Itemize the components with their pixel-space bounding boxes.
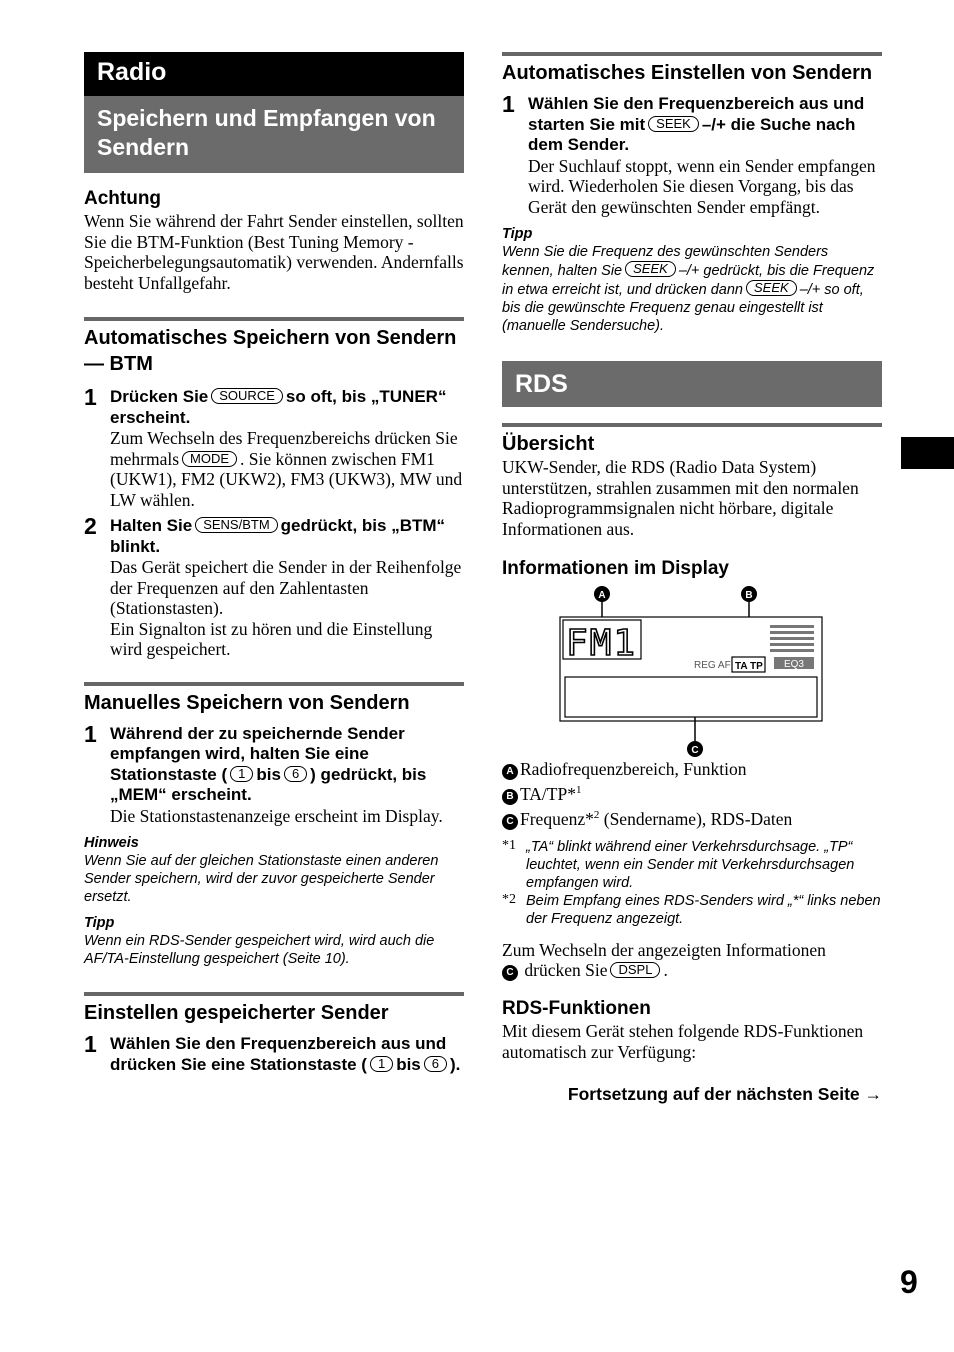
tipp-heading: Tipp [502,226,533,242]
stored-step-1 [84,1031,464,1075]
continue-note: Fortsetzung auf der nächsten Seite → [567,1084,882,1105]
tipp-text: Wenn Sie die Frequenz des gewünschten Senders kennen, halten Sie SEEK –/+ gedrückt, bis die Frequenz in etwa erreicht ist, und drücken dann SEEK –/+ so oft, bis die gewünschte Frequenz genau eingestellt ist (manuelle Sendersuche). [502,244,875,334]
footnote-1 [502,838,882,892]
marker-a-icon: A [502,764,518,780]
page-number: 9 [900,1264,918,1300]
overview-text: UKW-Sender, die RDS (Radio Data System) unterstützen, strahlen zusammen mit den normalen Radioprogrammsignalen nicht hörbare, digitale Informationen aus. [502,457,859,539]
step-title: Wählen Sie den Frequenzbereich aus und drücken Sie eine Stationstaste ( 1 bis 6 ). [110,1034,461,1074]
step-number: 1 [84,384,97,410]
step-body: Der Suchlauf stoppt, wenn ein Sender empfangen wird. Wiederholen Sie diesen Vorgang, bis das Gerät den gewünschten Sender empfängt. [528,155,876,217]
step-body: Zum Wechseln des Frequenzbereichs drücken Sie mehrmals MODE . Sie können zwischen FM1 (UKW1), FM2 (UKW2), FM3 (UKW3), MW und LW wählen. [110,428,463,510]
marker-c-icon: C [502,965,518,981]
overview-heading: Übersicht [502,433,595,455]
manual-step-1 [84,720,464,827]
hinweis-text: Wenn Sie auf der gleichen Stationstaste einen anderen Sender speichern, wird der zuvor gespeicherte Sender ersetzt. [84,853,439,905]
display-diagram [502,581,882,759]
manual-heading: Manuelles Speichern von Sendern [84,691,410,714]
legend-item-c: C Frequenz*$^2$ (Sendername), RDS-Daten [502,805,882,830]
right-column [502,52,882,1105]
btm-step-2 [84,513,464,660]
step-title: Drücken Sie SOURCE so oft, bis „TUNER“ erscheint. [110,387,447,427]
seek-key: SEEK [746,280,797,296]
auto-section [502,52,882,335]
preset-6-key: 6 [424,1056,447,1072]
footnotes [502,838,882,928]
marker-c-icon: C [502,814,518,830]
callout-c-label: C [691,745,699,756]
callout-b-label: B [745,590,753,601]
display-legend [502,759,882,830]
tipp-heading: Tipp [84,915,115,931]
stored-heading: Einstellen gespeicherter Sender [84,1002,389,1024]
overview-section [502,423,882,539]
tipp-block [84,914,464,968]
seek-key: SEEK [625,261,676,277]
banner-radio: Radio [84,52,464,96]
display-info-section [502,557,882,981]
step-body: Ein Signalton ist zu hören und die Einstellung wird gespeichert. [110,618,433,659]
hinweis-heading: Hinweis [84,835,139,851]
dspl-key: DSPL [610,962,660,978]
hinweis-block [84,834,464,906]
mode-key: MODE [182,451,237,467]
btm-heading: Automatisches Speichern von Sendern — BTM [84,327,457,375]
btm-step-1 [84,384,464,510]
step-title: Während der zu speichernde Sender empfangen wird, halten Sie eine Stationstaste ( 1 bis 6 ) gedrückt, bis „MEM“ erscheint. [110,723,427,804]
auto-step-1 [502,91,882,217]
achtung-block [84,187,464,293]
reg-af-indicator: REG AF [694,660,731,671]
rds-functions-heading: RDS-Funktionen [502,998,651,1020]
step-number: 1 [84,720,97,747]
eq-indicator: EQ3 [783,659,805,670]
achtung-text: Wenn Sie während der Fahrt Sender einstellen, sollten Sie die BTM-Funktion (Best Tuning Memory - Speicherbelegungsautomatik) verwenden. Andernfalls besteht Unfallgefahr. [84,211,464,293]
rds-functions-section [502,997,882,1062]
preset-1-key: 1 [230,766,253,782]
step-body: Die Stationstastenanzeige erscheint im Display. [110,805,443,826]
step-number: 1 [84,1031,97,1057]
btm-section [84,317,464,660]
preset-6-key: 6 [284,766,307,782]
display-diagram-svg [502,581,882,759]
footnote-2 [502,892,882,928]
source-key: SOURCE [211,388,283,404]
footnote-text: Beim Empfang eines RDS-Senders wird „*“ links neben der Frequenz angezeigt. [526,892,881,927]
achtung-heading: Achtung [84,188,162,209]
marker-b-icon: B [502,789,518,805]
band-indicator-text: FM1 [566,623,638,664]
preset-1-key: 1 [370,1056,393,1072]
step-body: Das Gerät speichert die Sender in der Reihenfolge der Frequenzen auf den Zahlentasten (Stationstasten). [110,557,462,618]
legend-item-a: A Radiofrequenzbereich, Funktion [502,759,882,780]
footnote-mark: *2 [502,891,516,907]
seek-key: SEEK [648,116,699,132]
sens-btm-key: SENS/BTM [195,517,277,533]
callout-a-label: A [598,590,606,601]
step-title: Wählen Sie den Frequenzbereich aus und starten Sie mit SEEK –/+ die Suche nach dem Sender. [528,94,865,154]
left-column [84,52,464,1075]
step-title: Halten Sie SENS/BTM gedrückt, bis „BTM“ blinkt. [110,516,446,556]
switch-info-text: Zum Wechseln der angezeigten Informationen C drücken Sie DSPL . [502,939,826,981]
banner-rds: RDS [502,361,882,407]
tipp-text: Wenn ein RDS-Sender gespeichert wird, wird auch die AF/TA-Einstellung gespeichert (Seite 10). [84,933,435,967]
banner-section-title: Speichern und Empfangen von Sendern [84,96,464,173]
legend-item-b: B TA/TP*$^1$ [502,780,882,805]
stored-section [84,992,464,1075]
auto-heading: Automatisches Einstellen von Sendern [502,62,873,84]
footnote-text: „TA“ blinkt während einer Verkehrsdurchsage. „TP“ leuchtet, wenn ein Sender mit Verkehrsdurchsagen empfangen wird. [526,838,855,891]
frequency-text-field [565,677,817,717]
ta-tp-indicator: TA TP [735,661,763,672]
step-number: 1 [502,91,515,117]
section-tab-marker [901,437,954,469]
rds-functions-text: Mit diesem Gerät stehen folgende RDS-Funktionen automatisch zur Verfügung: [502,1021,864,1062]
step-number: 2 [84,513,97,539]
footnote-mark: *1 [502,837,516,853]
display-info-heading: Informationen im Display [502,558,729,579]
auto-tipp-block [502,225,882,335]
manual-section [84,682,464,969]
